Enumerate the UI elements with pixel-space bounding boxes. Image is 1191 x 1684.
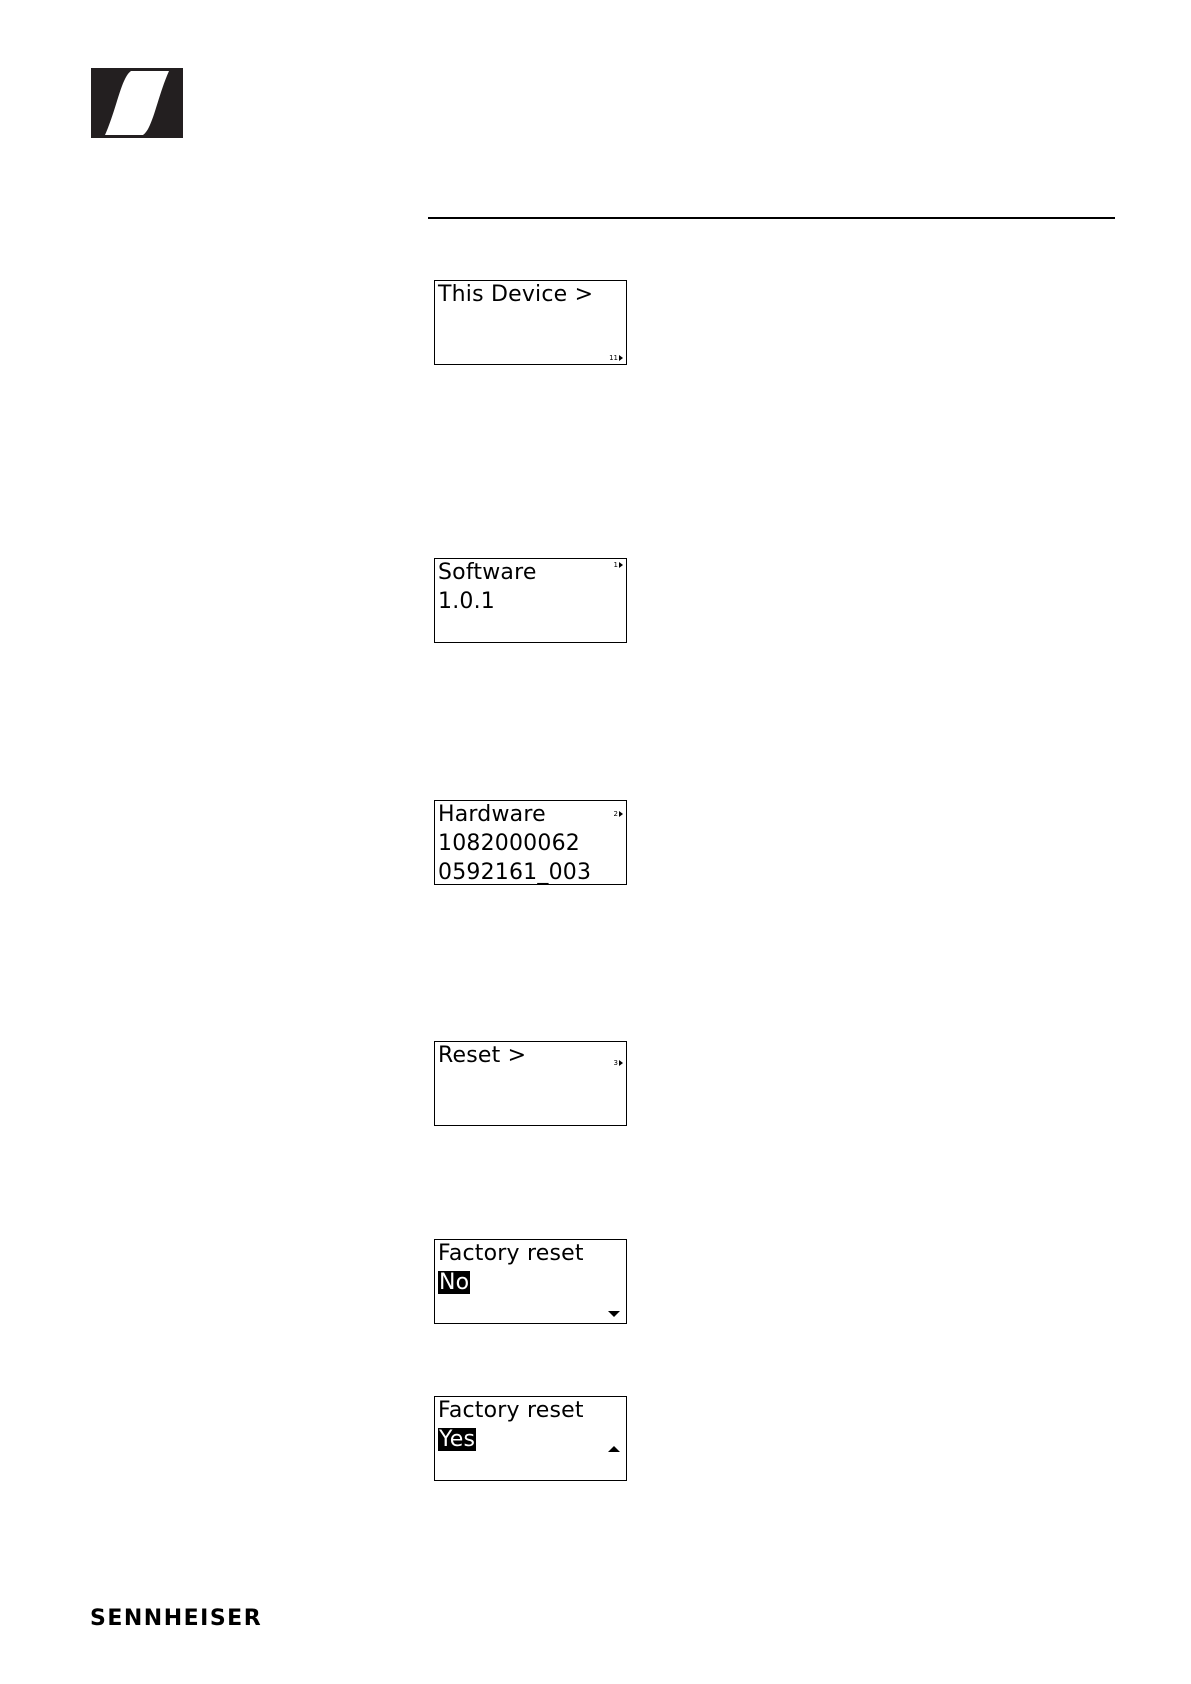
display-line-1: This Device > — [438, 282, 594, 307]
display-hardware — [434, 800, 627, 885]
up-triangle-icon — [608, 1446, 620, 1452]
selected-value: No — [439, 1270, 470, 1295]
sennheiser-logo-icon — [91, 68, 183, 138]
page-arrow-icon — [619, 562, 623, 568]
display-line-1: Reset > — [438, 1043, 527, 1068]
page-arrow-icon — [619, 1060, 623, 1066]
display-this-device — [434, 280, 627, 365]
display-reset — [434, 1041, 627, 1126]
display-line-1: Factory reset — [438, 1398, 584, 1423]
display-factory-reset-yes — [434, 1396, 627, 1481]
display-line-2: 1082000062 — [438, 831, 580, 856]
page-indicator: 3 — [614, 1059, 623, 1067]
header-rule — [428, 217, 1115, 219]
page-indicator: 11 — [609, 354, 623, 362]
brand-wordmark: SENNHEISER — [90, 1606, 263, 1631]
display-line-1: Hardware — [438, 802, 546, 827]
display-line-2 — [438, 1270, 470, 1296]
display-line-2 — [438, 1427, 476, 1453]
display-line-1: Software — [438, 560, 537, 585]
display-line-2: 1.0.1 — [438, 589, 495, 614]
page-indicator: 1 — [614, 561, 623, 569]
page-arrow-icon — [619, 811, 623, 817]
page-arrow-icon — [619, 355, 623, 361]
display-software — [434, 558, 627, 643]
display-line-3: 0592161_003 — [438, 860, 592, 885]
page-indicator: 2 — [614, 810, 623, 818]
down-triangle-icon — [608, 1311, 620, 1317]
selected-value: Yes — [439, 1427, 476, 1452]
display-line-1: Factory reset — [438, 1241, 584, 1266]
display-factory-reset-no — [434, 1239, 627, 1324]
